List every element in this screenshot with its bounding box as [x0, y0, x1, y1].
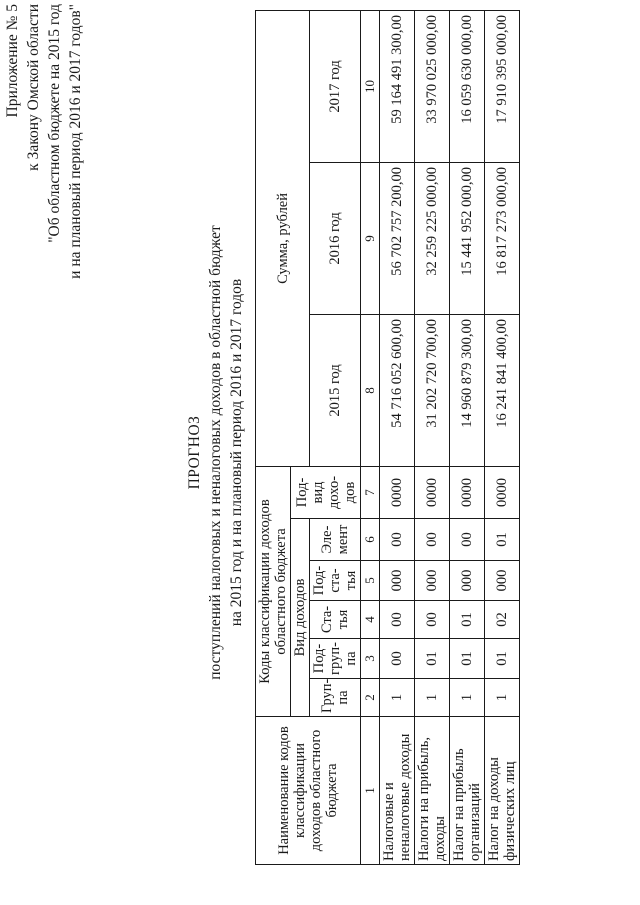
- code-subtype: 0000: [380, 466, 415, 518]
- appendix-line: к Закону Омской области: [25, 4, 42, 171]
- header-year-2015: 2015 год: [310, 314, 361, 466]
- header-subarticle: Под-ста-тья: [310, 561, 361, 601]
- column-index: 7: [361, 466, 380, 518]
- column-index: 3: [361, 639, 380, 679]
- amount-2016: 32 259 225 000,00: [415, 162, 450, 314]
- code-article: 00: [380, 601, 415, 639]
- code-subarticle: 000: [485, 561, 520, 601]
- row-name: Налоговые и неналоговые доходы: [380, 717, 415, 865]
- column-index: 10: [361, 10, 380, 162]
- amount-2015: 16 241 841 400,00: [485, 314, 520, 466]
- amount-2017: 33 970 025 000,00: [415, 10, 450, 162]
- column-index: 8: [361, 314, 380, 466]
- appendix-line: Приложение № 5: [4, 4, 21, 118]
- table-row: [380, 10, 415, 864]
- table-row: [450, 10, 485, 864]
- row-name: Налог на доходы физических лиц: [485, 717, 520, 865]
- column-index: 6: [361, 519, 380, 561]
- code-article: 01: [450, 601, 485, 639]
- appendix-line: "Об областном бюджете на 2015 год: [46, 4, 63, 243]
- column-index: 5: [361, 561, 380, 601]
- amount-2017: 59 164 491 300,00: [380, 10, 415, 162]
- code-subgroup: 00: [380, 639, 415, 679]
- document-title: [184, 0, 247, 905]
- code-group: 1: [485, 679, 520, 717]
- column-index: 1: [361, 717, 380, 865]
- title-subtitle: поступлений налоговых и неналоговых доходов в областной бюджет: [207, 225, 224, 680]
- code-subarticle: 000: [380, 561, 415, 601]
- appendix-note: [2, 4, 86, 279]
- header-subgroup: Под-груп-па: [310, 639, 361, 679]
- code-subarticle: 000: [415, 561, 450, 601]
- code-group: 1: [415, 679, 450, 717]
- code-subgroup: 01: [485, 639, 520, 679]
- column-index: 4: [361, 601, 380, 639]
- revenue-forecast-table: [255, 10, 520, 865]
- amount-2015: 31 202 720 700,00: [415, 314, 450, 466]
- code-element: 00: [380, 519, 415, 561]
- column-index: 9: [361, 162, 380, 314]
- title-main: ПРОГНОЗ: [186, 415, 203, 490]
- code-article: 02: [485, 601, 520, 639]
- column-index: 2: [361, 679, 380, 717]
- code-article: 00: [415, 601, 450, 639]
- code-group: 1: [380, 679, 415, 717]
- amount-2016: 15 441 952 000,00: [450, 162, 485, 314]
- header-group: Груп-па: [310, 679, 361, 717]
- table-row: [415, 10, 450, 864]
- code-subgroup: 01: [415, 639, 450, 679]
- header-element: Эле-мент: [310, 519, 361, 561]
- header-codes: Коды классификации доходов областного бюджета: [256, 466, 291, 716]
- code-subtype: 0000: [415, 466, 450, 518]
- amount-2015: 14 960 879 300,00: [450, 314, 485, 466]
- code-subgroup: 01: [450, 639, 485, 679]
- header-sum: Сумма, рублей: [256, 10, 310, 466]
- amount-2017: 17 910 395 000,00: [485, 10, 520, 162]
- code-element: 00: [415, 519, 450, 561]
- code-subtype: 0000: [485, 466, 520, 518]
- appendix-line: и на плановый период 2016 и 2017 годов": [67, 4, 84, 279]
- table-row: [485, 10, 520, 864]
- code-element: 00: [450, 519, 485, 561]
- column-index-row: [361, 10, 380, 864]
- code-subtype: 0000: [450, 466, 485, 518]
- code-group: 1: [450, 679, 485, 717]
- title-subtitle: на 2015 год и на плановый период 2016 и 2017 годов: [228, 278, 245, 627]
- code-subarticle: 000: [450, 561, 485, 601]
- header-year-2016: 2016 год: [310, 162, 361, 314]
- row-name: Налоги на прибыль, доходы: [415, 717, 450, 865]
- code-element: 01: [485, 519, 520, 561]
- header-subtype: Под-вид дохо-дов: [291, 466, 361, 518]
- amount-2016: 16 817 273 000,00: [485, 162, 520, 314]
- header-name: Наименование кодов классификации доходов областного бюджета: [256, 717, 361, 865]
- header-income-type: Вид доходов: [291, 519, 310, 717]
- header-article: Ста-тья: [310, 601, 361, 639]
- row-name: Налог на прибыль организаций: [450, 717, 485, 865]
- amount-2015: 54 716 052 600,00: [380, 314, 415, 466]
- header-year-2017: 2017 год: [310, 10, 361, 162]
- amount-2017: 16 059 630 000,00: [450, 10, 485, 162]
- amount-2016: 56 702 757 200,00: [380, 162, 415, 314]
